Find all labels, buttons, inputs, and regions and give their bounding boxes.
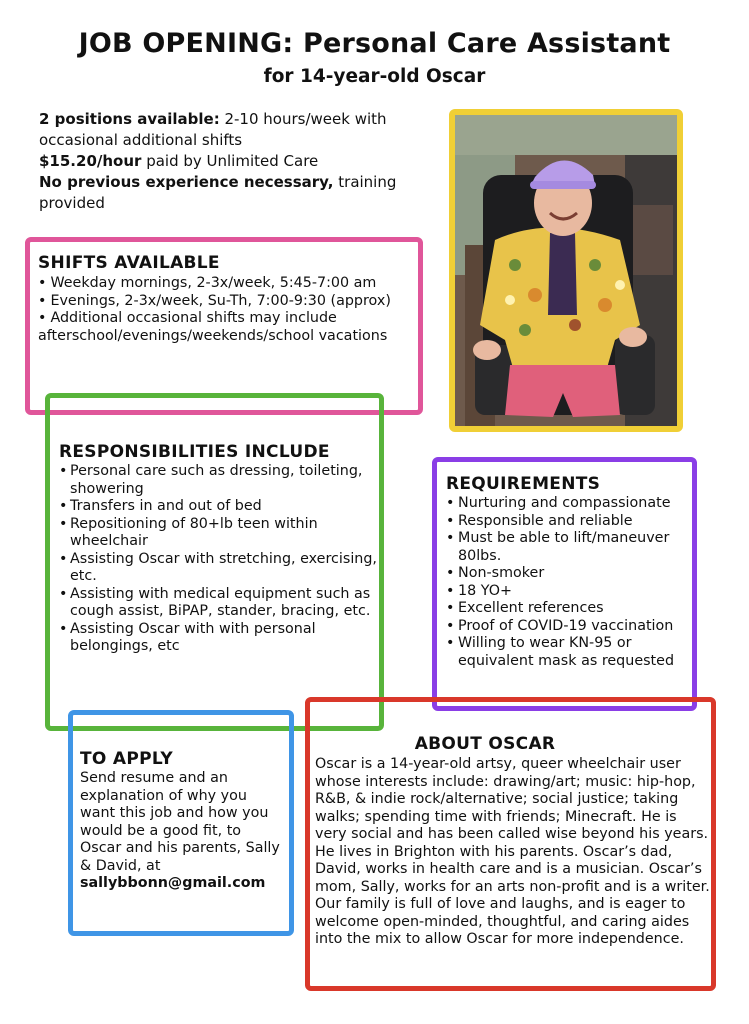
bullet-icon: • — [38, 275, 47, 291]
experience-label: No previous experience necessary, — [39, 173, 334, 191]
list-item: • Assisting Oscar with with personal belongings, etc — [59, 621, 377, 656]
experience-line — [39, 172, 434, 214]
requirements-heading: REQUIREMENTS — [446, 474, 601, 494]
email-link[interactable]: sallybbonn@gmail.com — [80, 875, 266, 891]
pay-line — [39, 151, 434, 172]
pay-text: paid by Unlimited Care — [141, 152, 319, 170]
shift-item-text: Weekday mornings, 2-3x/week, 5:45-7:00 am — [50, 275, 377, 291]
shifts-heading: SHIFTS AVAILABLE — [38, 253, 220, 273]
list-item: • Assisting Oscar with stretching, exercising, etc. — [59, 551, 377, 586]
list-item — [38, 310, 413, 345]
list-item: • Repositioning of 80+lb teen within wheelchair — [59, 516, 377, 551]
oscar-photo — [455, 115, 677, 426]
bullet-icon: • — [38, 310, 47, 326]
responsibilities-heading: RESPONSIBILITIES INCLUDE — [59, 442, 330, 462]
apply-text: Send resume and an explanation of why you want this job and how you would be a good fit, to Oscar and his parents, Sally & David, at — [80, 770, 280, 874]
oscar-photo-illustration — [455, 115, 677, 426]
apply-body — [80, 770, 285, 893]
intro-block — [39, 109, 434, 214]
list-item: • Nurturing and compassionate — [446, 495, 691, 513]
responsibilities-list — [59, 463, 377, 656]
list-item: • Assisting with medical equipment such as cough assist, BiPAP, stander, bracing, etc. — [59, 586, 377, 621]
about-heading: ABOUT OSCAR — [414, 734, 556, 754]
apply-heading: TO APPLY — [80, 749, 173, 769]
requirements-list — [446, 495, 691, 670]
page-subtitle: for 14-year-old Oscar — [263, 66, 486, 87]
list-item: • Excellent references — [446, 600, 691, 618]
page-title: JOB OPENING: Personal Care Assistant — [78, 28, 671, 59]
positions-text: 2-10 hours/week with occasional additional shifts — [39, 110, 387, 149]
list-item: • Must be able to lift/maneuver 80lbs. — [446, 530, 691, 565]
list-item: • Willing to wear KN-95 or equivalent mask as requested — [446, 635, 691, 670]
bullet-icon: • — [38, 292, 47, 309]
shifts-list — [38, 275, 413, 345]
positions-label: 2 positions available: — [39, 110, 220, 128]
about-text: Oscar is a 14-year-old artsy, queer wheelchair user whose interests include: drawing/art; music: hip-hop, R&B, & indie rock/alternative; social justice; taking walks; spending time with friends; Minecraft. He is very social and has been called wise beyond his years. He lives in Brighton with his parents. Oscar’s dad, David, works in health care and is a musician. Oscar’s mom, Sally, works for an arts non-profit and is a writer. Our family is full of love and laughs, and is eager to welcome open-minded, thoughtful, and caring aides into the mix to allow Oscar for more independence. — [315, 756, 710, 947]
list-item: • Proof of COVID-19 vaccination — [446, 618, 691, 636]
list-item: • 18 YO+ — [446, 583, 691, 601]
shift-item-text: Evenings, 2-3x/week, Su-Th, 7:00-9:30 (approx) — [50, 292, 391, 309]
list-item: • Responsible and reliable — [446, 513, 691, 531]
experience-text: training provided — [39, 173, 397, 212]
positions-line — [39, 109, 434, 151]
list-item — [38, 275, 413, 293]
shift-item-text: Additional occasional shifts may include afterschool/evenings/weekends/school vacations — [38, 310, 388, 344]
list-item: • Non-smoker — [446, 565, 691, 583]
list-item: • Personal care such as dressing, toileting, showering — [59, 463, 377, 498]
list-item: • Transfers in and out of bed — [59, 498, 377, 516]
pay-label: $15.20/hour — [39, 152, 142, 170]
list-item — [38, 293, 413, 311]
